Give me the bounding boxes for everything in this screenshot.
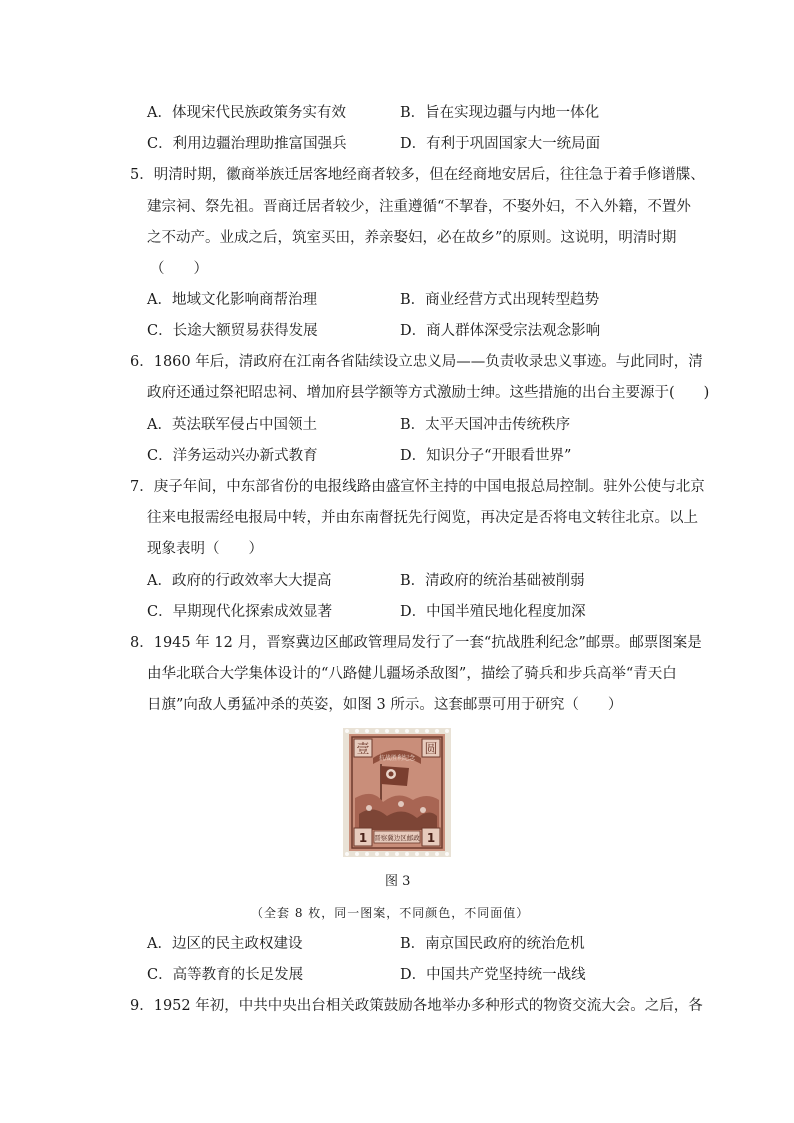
q8-option-a: A．边区的民主政权建设 [147, 936, 303, 952]
q8-option-c: C．高等教育的长足发展 [147, 967, 304, 983]
q5-option-b: B．商业经营方式出现转型趋势 [400, 292, 600, 308]
q7-option-a: A．政府的行政效率大大提高 [147, 573, 332, 589]
q7-stem-line-3: 现象表明（ ） [147, 541, 263, 557]
stamp-value-left: 1 [358, 831, 368, 845]
figure-caption: 图 3 [385, 874, 411, 889]
q6-option-b: B．太平天国冲击传统秩序 [400, 417, 571, 433]
q5-stem-line-1: 5．明清时期，徽商举族迁居客地经商者较多，但在经商地安居后，往往急于着手修谱牒、 [130, 167, 705, 183]
q6-stem-line-1: 6．1860 年后，清政府在江南各省陆续设立忠义局——负责收录忠义事迹。与此同时，清 [130, 354, 703, 370]
stamp-value-right: 1 [426, 831, 436, 845]
figure-note: （全套 8 枚，同一图案，不同颜色，不同面值） [251, 906, 530, 920]
q7-stem-line-1: 7．庚子年间，中东部省份的电报线路由盛宣怀主持的中国电报总局控制。驻外公使与北京 [130, 479, 705, 495]
q5-option-a: A．地域文化影响商帮治理 [147, 292, 317, 308]
q8-option-b: B．南京国民政府的统治危机 [400, 936, 585, 952]
q5-stem-line-2: 建宗祠、祭先祖。晋商迁居者较少，注重遵循“不挈眷，不娶外妇，不入外籍，不置外 [147, 199, 691, 215]
q5-answer-blank: （ ） [150, 261, 208, 277]
q8-stem-line-1: 8．1945 年 12 月，晋察冀边区邮政管理局发行了一套“抗战胜利纪念”邮票。邮票图案是 [130, 635, 702, 651]
stamp-top-right-char: 圆 [424, 742, 438, 757]
q6-option-a: A．英法联军侵占中国领土 [147, 417, 317, 433]
q5-option-d: D．商人群体深受宗法观念影响 [400, 323, 601, 339]
q6-option-d: D．知识分子“开眼看世界” [400, 448, 572, 464]
stamp-image [343, 728, 451, 857]
stamp-banner-text: 抗战胜利纪念 [378, 755, 416, 762]
q6-stem-line-2: 政府还通过祭祀昭忠祠、增加府县学额等方式激励士绅。这些措施的出台主要源于( ) [147, 385, 710, 401]
q5-stem-line-3: 之不动产。业成之后，筑室买田，养亲娶妇，必在故乡”的原则。这说明，明清时期 [147, 230, 677, 246]
stamp-bottom-text: 晋察冀边区邮政 [374, 834, 420, 842]
q4-option-b: B．旨在实现边疆与内地一体化 [400, 105, 600, 121]
q5-option-c: C．长途大额贸易获得发展 [147, 323, 318, 339]
q7-option-d: D．中国半殖民地化程度加深 [400, 604, 586, 620]
q7-option-b: B．清政府的统治基础被削弱 [400, 573, 585, 589]
q8-stem-line-2: 由华北联合大学集体设计的“八路健儿疆场杀敌图”，描绘了骑兵和步兵高举“青天白 [147, 666, 677, 682]
stamp-illustration [343, 728, 451, 857]
q4-option-c: C．利用边疆治理助推富国强兵 [147, 136, 347, 152]
q4-option-d: D．有利于巩固国家大一统局面 [400, 136, 601, 152]
q7-option-c: C．早期现代化探索成效显著 [147, 604, 333, 620]
q7-stem-line-2: 往来电报需经电报局中转，并由东南督抚先行阅览，再决定是否将电文转往北京。以上 [147, 510, 698, 526]
q8-option-d: D．中国共产党坚持统一战线 [400, 967, 586, 983]
q6-option-c: C．洋务运动兴办新式教育 [147, 448, 318, 464]
stamp-top-left-char: 壹 [356, 742, 370, 757]
q9-stem-line-1: 9．1952 年初，中共中央出台相关政策鼓励各地举办多种形式的物资交流大会。之后，各 [130, 998, 703, 1014]
q8-stem-line-3: 日旗”向敌人勇猛冲杀的英姿，如图 3 所示。这套邮票可用于研究（ ） [147, 697, 623, 713]
q4-option-a: A．体现宋代民族政策务实有效 [147, 105, 346, 121]
